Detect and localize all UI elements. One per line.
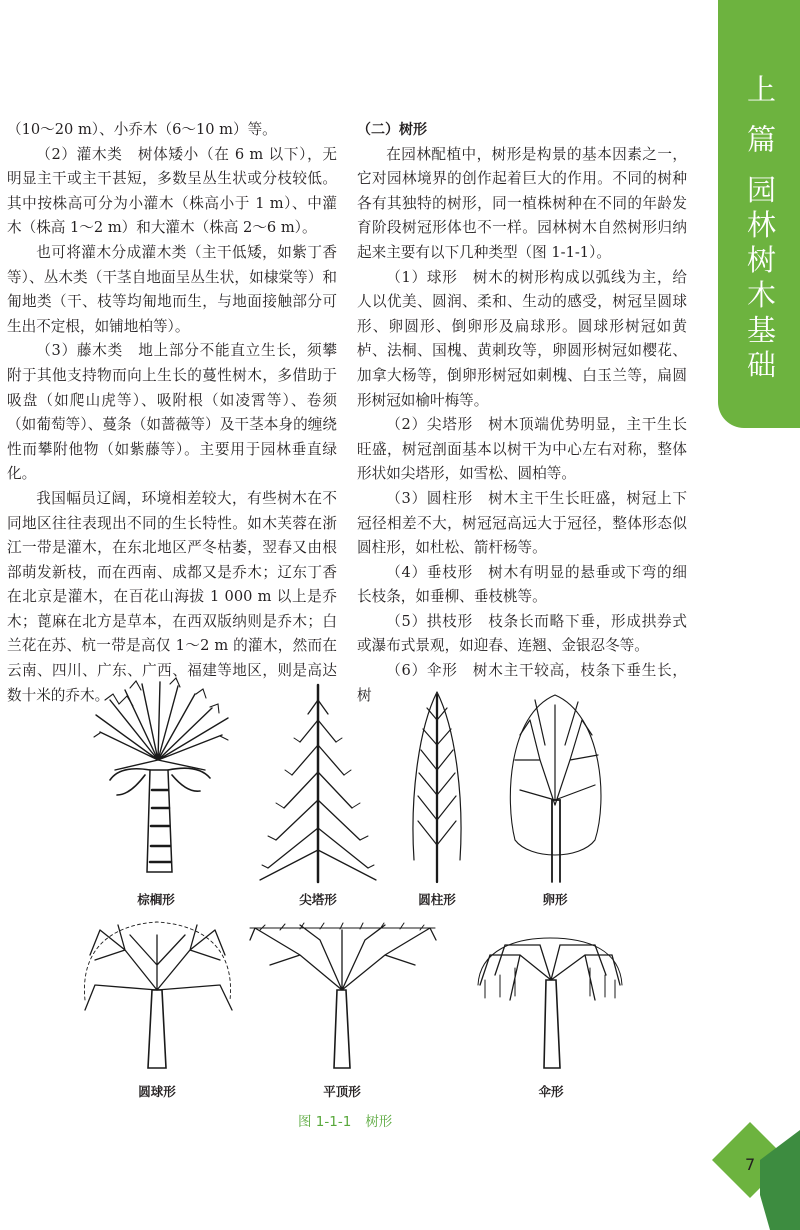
paragraph: （10～20 m）、小乔木（6～10 m）等。 (7, 121, 277, 138)
caption-columnar: 圆柱形 (418, 892, 456, 907)
paragraph: （2）灌木类 树体矮小（在 6 m 以下），无明显主干或主干甚短，多数呈丛生状或分枝较低。其中按株高可分为小灌木（株高小于 1 m）、中灌木（株高 1～2 m）和大灌木（株高 2～6 m）。 (7, 145, 337, 237)
paragraph: 也可将灌木分成灌木类（主干低矮，如紫丁香等）、丛木类（干茎自地面呈丛生状，如棣棠等）和匍地类（干、枝等均匍地而生，与地面接触部分可生出不定根，如铺地柏等）。 (7, 243, 337, 335)
chapter-side-tab-text: 上 篇 园林树木基础 (743, 74, 777, 385)
paragraph: （3）圆柱形 树木主干生长旺盛，树冠上下冠径相差不大，树冠冠高远大于冠径，整体形态似圆柱形，如杜松、箭杆杨等。 (357, 489, 687, 557)
paragraph: （5）拱枝形 枝条长而略下垂，形成拱券式或瀑布式景观，如迎春、连翘、金银忍冬等。 (357, 612, 687, 655)
section-heading: （二）树形 (357, 122, 427, 138)
caption-umbrella: 伞形 (538, 1084, 564, 1099)
paragraph: （3）藤木类 地上部分不能直立生长，须攀附于其他支持物而向上生长的蔓性树木，多借助于吸盘（如爬山虎等）、吸附根（如凌霄等）、卷须（如葡萄等）、蔓条（如蔷薇等）及干茎本身的缠绕性而攀附他物（如紫藤等）。主要用于园林垂直绿化。 (7, 342, 337, 483)
paragraph: （2）尖塔形 树木顶端优势明显，主干生长旺盛，树冠剖面基本以树干为中心左右对称，整体形状如尖塔形，如雪松、圆柏等。 (357, 416, 687, 483)
caption-conical: 尖塔形 (299, 892, 337, 907)
page-number: 7 (745, 1155, 756, 1174)
paragraph: 在园林配植中，树形是构景的基本因素之一，它对园林境界的创作起着巨大的作用。不同的树种各有其独特的树形，同一植株树种在不同的年龄发育阶段树冠形体也不一样。园林树木自然树形归纳起来主要有以下几种类型（图 1-1-1）。 (357, 145, 687, 261)
paragraph: （4）垂枝形 树木有明显的悬垂或下弯的细长枝条，如垂柳、垂枝桃等。 (357, 563, 687, 606)
paragraph: 我国幅员辽阔，环境相差较大，有些树木在不同地区往往表现出不同的生长特性。如木芙蓉在浙江一带是灌木，在东北地区严冬枯萎，翌春又由根部萌发新枝，而在西南、成都又是乔木；辽东丁香在北京是灌木，在百花山海拔 1 000 m 以上是乔木；蓖麻在北方是草本，在西双版纳则是乔木；白兰花在苏、杭一带是高仅 1～2 m 的灌木，然而在云南、四川、广东、广西、福建等地区，则是高达数十米的乔木。 (7, 489, 337, 704)
caption-ovoid: 卵形 (542, 892, 568, 907)
caption-palm: 棕榈形 (137, 892, 175, 907)
paragraph: （6）伞形 树木主干较高，枝条下垂生长，树 (357, 662, 687, 704)
caption-round: 圆球形 (138, 1084, 176, 1099)
figure-title-text: 树形 (365, 1114, 393, 1130)
caption-flat-top: 平顶形 (323, 1084, 361, 1099)
paragraph: （1）球形 树木的树形构成以弧线为主，给人以优美、圆润、柔和、生动的感受，树冠呈圆球形、卵圆形、倒卵形及扁球形。圆球形树冠如黄栌、法桐、国槐、黄刺玫等，卵圆形树冠如樱花、加拿大杨等，倒卵形树冠如刺槐、白玉兰等，扁圆形树冠如榆叶梅等。 (357, 268, 687, 409)
figure-number: 图 1-1-1 (298, 1114, 352, 1130)
